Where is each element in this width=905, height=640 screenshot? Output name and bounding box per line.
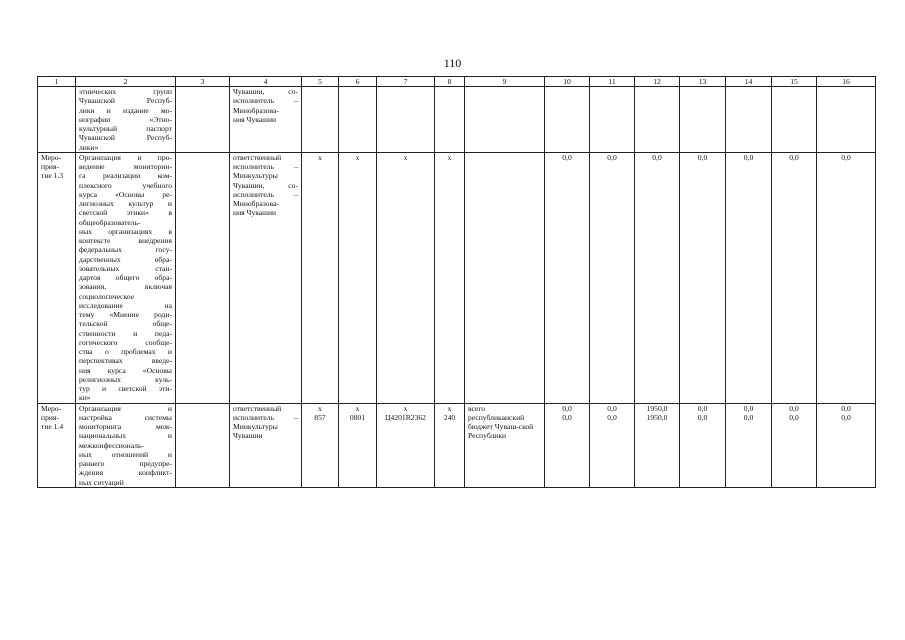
year-amount-col-16 <box>817 87 876 153</box>
target-article-code <box>377 87 435 153</box>
gov-admin-code-value: x <box>318 403 322 413</box>
activity-name-line: ных отношений и <box>79 449 172 459</box>
funding-source <box>465 152 545 403</box>
responsible-executor-line: исполнитель – <box>233 412 298 422</box>
activity-name-line: культурный паспорт <box>79 124 172 133</box>
amount-value: 0,0 <box>743 412 754 422</box>
amount-value: 0,0 <box>652 152 662 162</box>
responsible-executor-line: Минкультуры <box>233 171 278 181</box>
column-number-5: 5 <box>302 77 339 87</box>
activity-name-line: ния курса «Основы <box>79 365 172 375</box>
activity-row <box>38 403 876 487</box>
amount-value: 0,0 <box>697 152 708 162</box>
responsible-executor <box>230 87 302 153</box>
amount-value: 0,0 <box>743 152 754 162</box>
year-amount-col-12 <box>635 152 680 403</box>
activity-name-line: курса «Основы ре- <box>79 189 172 199</box>
activity-number-line: прия- <box>41 412 59 422</box>
activity-name-line: ных организациях в <box>79 226 172 236</box>
activity-name-line: лики и издание мо- <box>79 105 172 115</box>
activity-name-line: настройка системы <box>79 412 172 422</box>
amount-value: 0,0 <box>607 403 617 413</box>
year-amount-col-16 <box>817 403 876 487</box>
activity-number-line: Меро- <box>41 403 62 413</box>
activity-name-line: зования, включая <box>79 282 172 292</box>
amount-value: 0,0 <box>562 152 572 162</box>
responsible-executor-line: Минобразова- <box>233 199 279 208</box>
funding-source-value: всего <box>468 403 486 413</box>
gov-admin-code <box>302 87 339 153</box>
responsible-executor-line: ния Чувашии <box>233 114 277 124</box>
expense-type-code-value: x <box>447 152 452 162</box>
activity-name-line: национальных и <box>79 431 172 441</box>
activity-name-line: светской этики» в <box>79 208 172 218</box>
activity-name-line: лики» <box>79 142 99 152</box>
section-code-value: x <box>355 403 360 413</box>
program-activities-table <box>37 76 876 488</box>
activity-name-line: Чувашской Респуб- <box>79 96 172 106</box>
section-code <box>339 152 377 403</box>
responsible-executor-line: Чувашии, со- <box>233 87 298 96</box>
column-number-2: 2 <box>76 77 176 87</box>
amount-value: 0,0 <box>789 403 799 413</box>
activity-name-line: тему «Мнение роди- <box>79 310 172 319</box>
activity-name-line: контексте внедрения <box>79 236 172 245</box>
expense-type-code <box>435 87 465 153</box>
amount-value: 0,0 <box>789 412 799 422</box>
funding-source <box>465 403 545 487</box>
column-number-7: 7 <box>377 77 435 87</box>
expense-type-code <box>435 403 465 487</box>
empty-cell <box>176 152 230 403</box>
activity-name-line: Чувашской Респуб- <box>79 133 172 143</box>
empty-cell <box>176 403 230 487</box>
column-number-15: 15 <box>772 77 817 87</box>
amount-value: 0,0 <box>789 152 799 162</box>
amount-value: 0,0 <box>607 152 617 162</box>
target-article-code-value: x <box>403 152 408 162</box>
target-article-code <box>377 152 435 403</box>
responsible-executor-line: ответственный <box>233 403 282 413</box>
amount-value: 0,0 <box>841 152 851 162</box>
funding-source <box>465 87 545 153</box>
activity-name <box>76 403 176 487</box>
target-article-code <box>377 403 435 487</box>
activity-name-line: нографии «Этно- <box>79 114 172 124</box>
responsible-executor-line: Чувашии <box>233 431 263 441</box>
column-number-row <box>38 77 876 87</box>
responsible-executor <box>230 152 302 403</box>
responsible-executor-line: Минобразова- <box>233 105 279 115</box>
activity-name-line: общеобразователь- <box>79 217 141 227</box>
activity-name-line: ства о проблемах и <box>79 347 172 356</box>
activity-name-line: исследование на <box>79 300 172 310</box>
year-amount-col-14 <box>726 403 772 487</box>
activity-row <box>38 87 876 153</box>
activity-name-line: ведение мониторин- <box>79 162 172 171</box>
responsible-executor-line: ответственный <box>233 152 282 162</box>
amount-value: 0,0 <box>562 412 572 422</box>
column-number-13: 13 <box>680 77 726 87</box>
activity-name-line: межконфессиональ- <box>79 440 144 450</box>
activity-name-line: федеральных госу- <box>79 245 172 255</box>
column-number-10: 10 <box>545 77 590 87</box>
activity-name-line: религиозных куль- <box>79 374 172 384</box>
activity-name <box>76 152 176 403</box>
activity-number-line: тие 1.3 <box>41 171 64 181</box>
activity-name-line: зовательных стан- <box>79 263 172 273</box>
responsible-executor <box>230 403 302 487</box>
amount-value: 0,0 <box>607 412 617 422</box>
column-number-12: 12 <box>635 77 680 87</box>
year-amount-col-15 <box>772 403 817 487</box>
section-code-value: 0801 <box>349 412 366 422</box>
activity-number <box>38 403 76 487</box>
section-code <box>339 87 377 153</box>
activity-name-line: лигиозных культур и <box>79 199 172 208</box>
amount-value: 0,0 <box>841 412 851 422</box>
responsible-executor-line: Минкультуры <box>233 422 278 431</box>
column-number-9: 9 <box>465 77 545 87</box>
year-amount-col-11 <box>590 403 635 487</box>
activity-name-line: Организация и про- <box>79 152 172 162</box>
column-number-8: 8 <box>435 77 465 87</box>
amount-value: 0,0 <box>697 403 708 413</box>
section-code-value: x <box>355 152 360 162</box>
activity-number-line: тие 1.4 <box>41 422 64 431</box>
activity-name-line: тур и светской эти- <box>79 384 172 393</box>
amount-value: 1950,0 <box>646 403 668 413</box>
amount-value: 0,0 <box>697 412 708 422</box>
year-amount-col-13 <box>680 403 726 487</box>
amount-value: 0,0 <box>743 403 754 413</box>
expense-type-code-value: x <box>447 403 452 413</box>
column-number-16: 16 <box>817 77 876 87</box>
activity-name-line: ждения конфликт- <box>79 468 172 478</box>
amount-value: 0,0 <box>562 403 572 413</box>
column-number-4: 4 <box>230 77 302 87</box>
gov-admin-code-value: 857 <box>314 412 326 422</box>
activity-name-line: гогического сообще- <box>79 337 172 347</box>
gov-admin-code <box>302 403 339 487</box>
activity-name <box>76 87 176 153</box>
year-amount-col-14 <box>726 87 772 153</box>
activity-name-line: Организация и <box>79 403 172 413</box>
year-amount-col-11 <box>590 152 635 403</box>
responsible-executor-line: исполнитель – <box>233 96 298 106</box>
expense-type-code-value: 240 <box>443 412 456 422</box>
empty-cell <box>176 87 230 153</box>
activity-number <box>38 152 76 403</box>
column-number-11: 11 <box>590 77 635 87</box>
year-amount-col-14 <box>726 152 772 403</box>
activity-name-line: этнических групп <box>79 87 172 96</box>
activity-name-line: дартов общего обра- <box>79 273 172 282</box>
section-code <box>339 403 377 487</box>
year-amount-col-10 <box>545 403 590 487</box>
gov-admin-code-value: x <box>318 152 322 162</box>
activity-number-line: Меро- <box>41 152 62 162</box>
year-amount-col-12 <box>635 87 680 153</box>
activity-name-line: плексного учебного <box>79 180 172 190</box>
activity-name-line: тельской обще- <box>79 319 172 329</box>
gov-admin-code <box>302 152 339 403</box>
expense-type-code <box>435 152 465 403</box>
amount-value: 0,0 <box>841 403 851 413</box>
activity-name-line: раннего предупре- <box>79 459 172 468</box>
target-article-code-value: Ц4201R2362 <box>385 412 426 422</box>
year-amount-col-15 <box>772 87 817 153</box>
activity-row <box>38 152 876 403</box>
responsible-executor-line: исполнитель – <box>233 189 298 199</box>
responsible-executor-line: ния Чувашии <box>233 208 277 218</box>
column-number-6: 6 <box>339 77 377 87</box>
year-amount-col-15 <box>772 152 817 403</box>
activity-name-line: ки» <box>79 393 91 403</box>
amount-value: 1950,0 <box>646 412 668 422</box>
funding-source-value: республиканский бюджет Чуваш-ской Республики <box>468 412 534 441</box>
responsible-executor-line: Чувашии, со- <box>233 180 298 190</box>
year-amount-col-12 <box>635 403 680 487</box>
responsible-executor-line: исполнитель – <box>233 162 298 171</box>
page-number: 110 <box>443 56 462 70</box>
activity-name-line: ных ситуаций <box>79 477 124 487</box>
column-number-3: 3 <box>176 77 230 87</box>
activity-number-line: прия- <box>41 162 59 171</box>
activity-name-line: га реализации ком- <box>79 171 172 181</box>
activity-name-line: перспективах введе- <box>79 356 172 366</box>
activity-name-line: дарственных обра- <box>79 254 172 264</box>
year-amount-col-13 <box>680 152 726 403</box>
year-amount-col-11 <box>590 87 635 153</box>
activity-name-line: мониторинга меж- <box>79 422 172 431</box>
activity-name-line: социологическое <box>79 291 135 301</box>
year-amount-col-16 <box>817 152 876 403</box>
target-article-code-value: x <box>403 403 408 413</box>
year-amount-col-10 <box>545 87 590 153</box>
year-amount-col-13 <box>680 87 726 153</box>
activity-number <box>38 87 76 153</box>
activity-name-line: ственности и педа- <box>79 328 172 338</box>
column-number-1: 1 <box>38 77 76 87</box>
year-amount-col-10 <box>545 152 590 403</box>
column-number-14: 14 <box>726 77 772 87</box>
